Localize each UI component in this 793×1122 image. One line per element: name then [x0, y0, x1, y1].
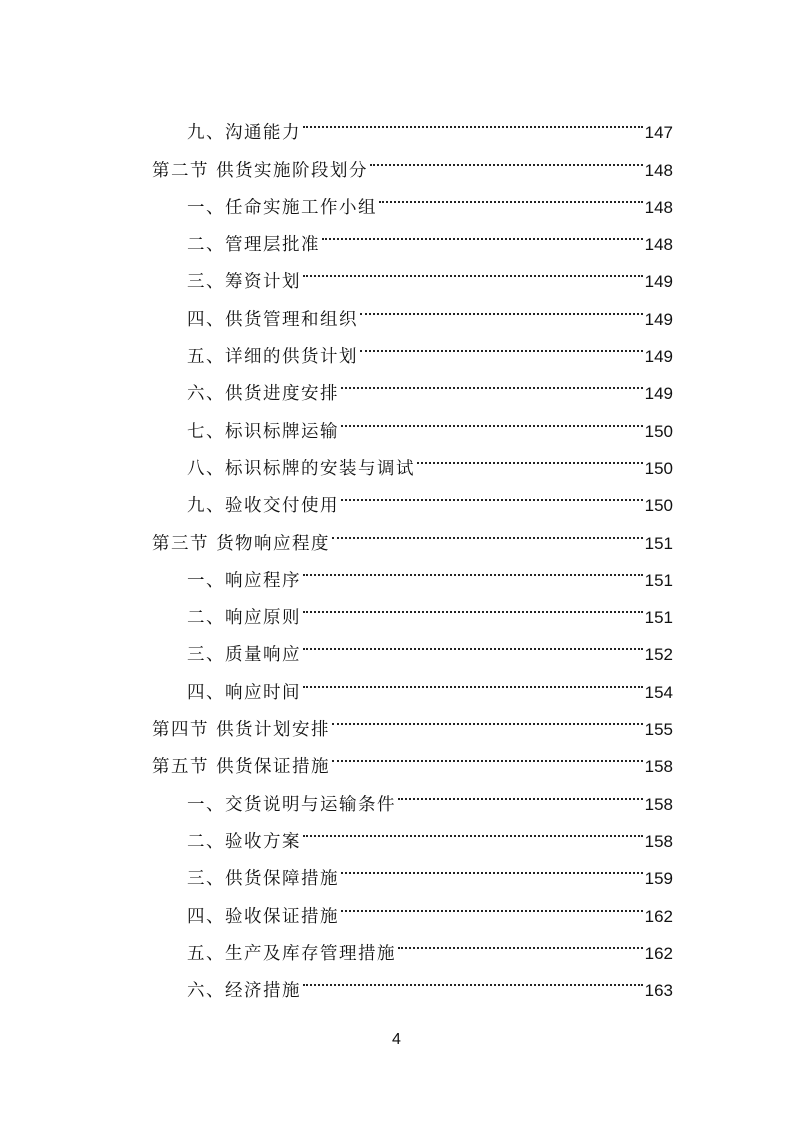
toc-entry-page: 148	[644, 197, 673, 217]
toc-entry-page: 154	[644, 682, 673, 702]
toc-entry-page: 149	[644, 309, 673, 329]
toc-entry-page: 150	[644, 458, 673, 478]
toc-entry-title: 二、管理层批准	[187, 235, 320, 256]
dot-leader	[332, 735, 643, 772]
toc-entry-page: 159	[644, 869, 673, 889]
toc-entry-page: 149	[644, 347, 673, 367]
toc-entry-title: 六、经济措施	[187, 981, 301, 1002]
toc-entry[interactable]	[152, 101, 673, 144]
dot-leader	[370, 138, 643, 175]
dot-leader	[341, 847, 643, 884]
toc-entry-title: 四、验收保证措施	[187, 906, 339, 927]
dot-leader	[360, 287, 643, 324]
dot-leader	[303, 660, 643, 697]
toc-entry-page: 155	[644, 720, 673, 740]
dot-leader	[417, 437, 643, 474]
table-of-contents	[152, 101, 673, 1002]
toc-entry-title: 一、响应程序	[187, 570, 301, 591]
toc-entry-title: 五、详细的供货计划	[187, 347, 358, 368]
toc-entry-page: 148	[644, 160, 673, 180]
toc-entry-title: 五、生产及库存管理措施	[187, 943, 396, 964]
toc-entry-title: 七、标识标牌运输	[187, 421, 339, 442]
toc-entry-page: 158	[644, 794, 673, 814]
toc-entry-page: 162	[644, 943, 673, 963]
dot-leader	[303, 586, 643, 623]
toc-entry-page: 158	[644, 757, 673, 777]
dot-leader	[303, 250, 643, 287]
toc-entry-title: 第五节 供货保证措施	[152, 757, 331, 778]
dot-leader	[303, 101, 643, 138]
dot-leader	[322, 213, 643, 250]
dot-leader	[332, 698, 643, 735]
dot-leader	[341, 399, 643, 436]
toc-entry-title: 四、供货管理和组织	[187, 309, 358, 330]
toc-entry-page: 149	[644, 384, 673, 404]
dot-leader	[332, 511, 643, 548]
toc-entry-page: 148	[644, 235, 673, 255]
toc-entry-title: 四、响应时间	[187, 682, 301, 703]
dot-leader	[303, 810, 643, 847]
toc-entry-page: 158	[644, 831, 673, 851]
toc-entry-title: 第二节 供货实施阶段划分	[152, 160, 369, 181]
dot-leader	[303, 549, 643, 586]
dot-leader	[398, 922, 643, 959]
dot-leader	[379, 176, 643, 213]
toc-entry-title: 一、交货说明与运输条件	[187, 794, 396, 815]
toc-entry-page: 163	[644, 981, 673, 1001]
toc-entry-title: 九、验收交付使用	[187, 496, 339, 517]
toc-entry-title: 第四节 供货计划安排	[152, 720, 331, 741]
toc-entry-title: 三、筹资计划	[187, 272, 301, 293]
toc-entry-page: 151	[644, 608, 673, 628]
toc-entry-title: 六、供货进度安排	[187, 384, 339, 405]
dot-leader	[303, 623, 643, 660]
toc-entry-page: 150	[644, 496, 673, 516]
toc-entry-page: 150	[644, 421, 673, 441]
toc-entry-title: 八、标识标牌的安装与调试	[187, 458, 415, 479]
toc-entry-page: 151	[644, 570, 673, 590]
toc-entry-page: 151	[644, 533, 673, 553]
toc-entry-title: 第三节 货物响应程度	[152, 533, 331, 554]
dot-leader	[360, 325, 643, 362]
dot-leader	[303, 959, 643, 996]
page-number: 4	[392, 1031, 401, 1048]
toc-entry-title: 九、沟通能力	[187, 123, 301, 144]
toc-entry-title: 二、响应原则	[187, 608, 301, 629]
toc-entry-page: 152	[644, 645, 673, 665]
toc-entry-title: 一、任命实施工作小组	[187, 197, 377, 218]
toc-entry-page: 149	[644, 272, 673, 292]
dot-leader	[398, 772, 643, 809]
dot-leader	[341, 474, 643, 511]
dot-leader	[341, 362, 643, 399]
toc-entry-title: 三、供货保障措施	[187, 869, 339, 890]
toc-entry-page: 162	[644, 906, 673, 926]
toc-entry-title: 三、质量响应	[187, 645, 301, 666]
dot-leader	[341, 884, 643, 921]
toc-entry-title: 二、验收方案	[187, 831, 301, 852]
toc-entry-page: 147	[644, 123, 673, 143]
